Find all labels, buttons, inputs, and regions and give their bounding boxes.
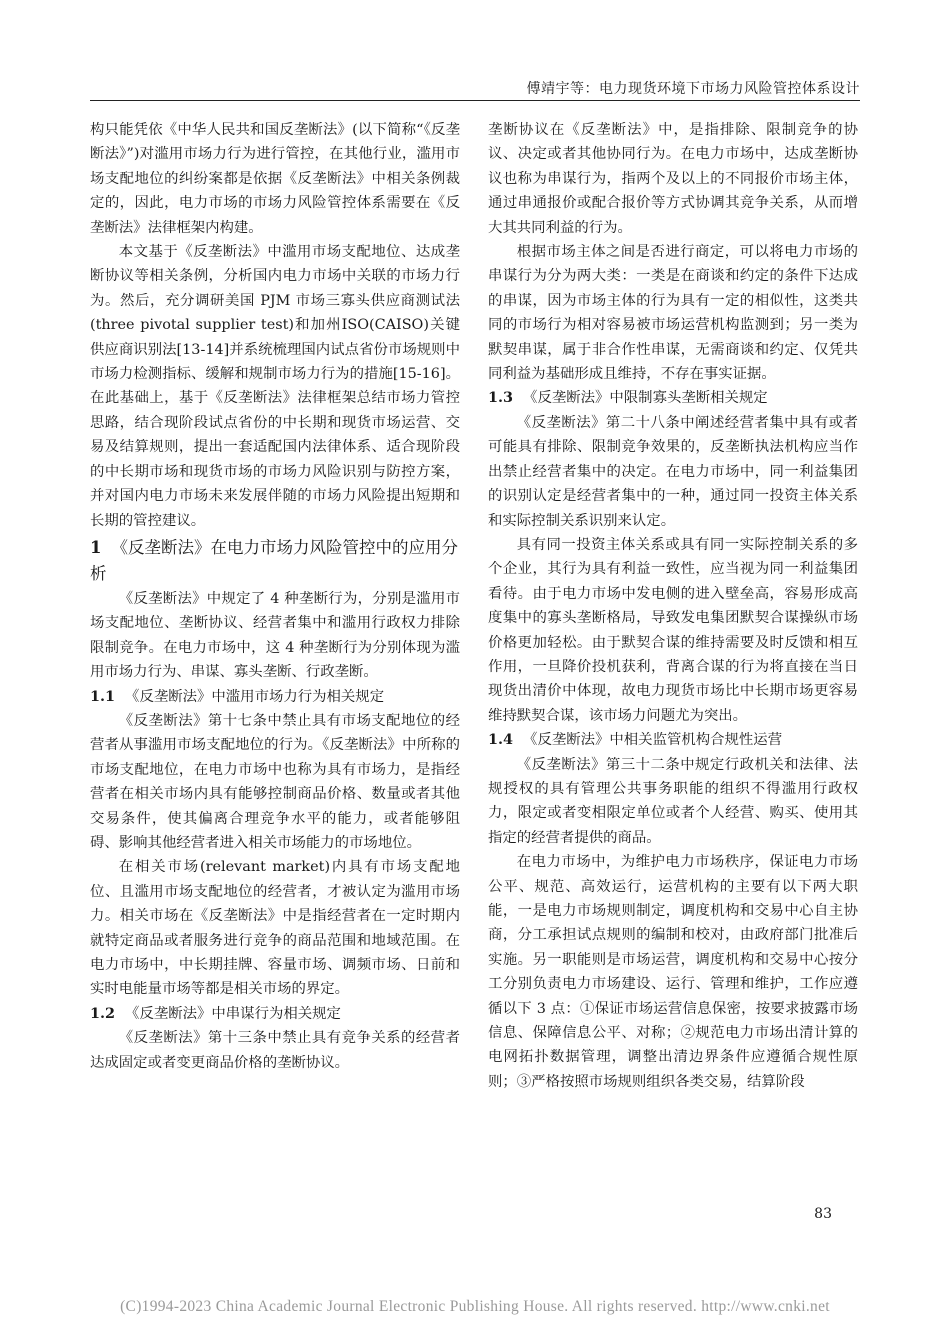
- heading-text: 《反垄断法》中滥用市场力行为相关规定: [125, 688, 385, 705]
- right-column: [488, 118, 858, 1094]
- heading-number: 1: [90, 537, 102, 557]
- subsection-heading: [488, 386, 858, 410]
- paragraph: 《反垄断法》中规定了 4 种垄断行为，分别是滥用市场支配地位、垄断协议、经营者集中和滥用行政权力排除限制竞争。在电力市场中，这 4 种垄断行为分别体现为滥用市场力行为、串谋、寡头垄断、行政垄断。: [90, 590, 460, 681]
- subsection-heading: [90, 685, 460, 709]
- paragraph: 《反垄断法》第十七条中禁止具有市场支配地位的经营者从事滥用市场支配地位的行为。《反垄断法》中所称的市场支配地位，在电力市场中也称为具有市场力，是指经营者在相关市场内具有能够控制商品价格、数量或者其他交易条件，使其偏离合理竞争水平的能力，或者能够阻碍、影响其他经营者进入相关市场能力的市场地位。: [90, 712, 460, 851]
- heading-number: 1.1: [90, 687, 116, 705]
- paragraph: 在电力市场中，为维护电力市场秩序，保证电力市场公平、规范、高效运行，运营机构的主要有以下两大职能，一是电力市场规则制定，调度机构和交易中心自主协商，分工承担试点规则的编制和校对，由政府部门批准后实施。另一职能则是市场运营，调度机构和交易中心按分工分别负责电力市场建设、运行、管理和维护，工作应遵循以下 3 点：①保证市场运营信息保密，按要求披露市场信息、保障信息公平、对称；②规范电力市场出清计算的电网拓扑数据管理，调整出清边界条件应遵循合规性原则；③严格按照市场规则组织各类交易，结算阶段: [488, 854, 858, 1090]
- heading-text: 《反垄断法》中相关监管机构合规性运营: [523, 732, 783, 749]
- paragraph: 构只能凭依《中华人民共和国反垄断法》(以下简称“《反垄断法》”)对滥用市场力行为进行管控，在其他行业，滥用市场支配地位的纠纷案都是依据《反垄断法》中相关条例裁定的，因此，电力市场的市场力风险管控体系需要在《反垄断法》法律框架内构建。: [90, 122, 460, 236]
- paragraph: 具有同一投资主体关系或具有同一实际控制关系的多个企业，其行为具有利益一致性，应当视为同一利益集团看待。由于电力市场中发电侧的进入壁垒高，容易形成高度集中的寡头垄断格局，导致发电集团默契合谋操纵市场价格更加轻松。由于默契合谋的维持需要及时反馈和相互作用，一旦降价投机获利，背离合谋的行为将直接在当日现货出清价中体现，故电力现货市场比中长期市场更容易维持默契合谋，该市场力问题尤为突出。: [488, 536, 858, 724]
- section-heading: [90, 535, 460, 587]
- heading-text: 《反垄断法》在电力市场力风险管控中的应用分析: [90, 537, 458, 583]
- heading-number: 1.4: [488, 731, 514, 749]
- heading-number: 1.2: [90, 1004, 116, 1022]
- page-number: 83: [814, 1206, 832, 1222]
- heading-text: 《反垄断法》中限制寡头垄断相关规定: [523, 390, 768, 407]
- paragraph: 垄断协议在《反垄断法》中，是指排除、限制竞争的协议、决定或者其他协同行为。在电力市场中，达成垄断协议也称为串谋行为，指两个及以上的不同报价市场主体，通过串通报价或配合报价等方式协调其竞争关系，从而增大其共同利益的行为。: [488, 122, 858, 236]
- paragraph: 在相关市场(relevant market)内具有市场支配地位、且滥用市场支配地位的经营者，才被认定为滥用市场力。相关市场在《反垄断法》中是指经营者在一定时期内就特定商品或者服务进行竞争的商品范围和地域范围。在电力市场中，中长期挂牌、容量市场、调频市场、日前和实时电能量市场等都是相关市场的界定。: [90, 859, 460, 998]
- paragraph: 根据市场主体之间是否进行商定，可以将电力市场的串谋行为分为两大类：一类是在商谈和约定的条件下达成的串谋，因为市场主体的行为具有一定的相似性，这类共同的市场行为相对容易被市场运营机构监测到；另一类为默契串谋，属于非合作性串谋，无需商谈和约定、仅凭共同利益为基础形成且维持，不存在事实证据。: [488, 244, 858, 383]
- paragraph: 《反垄断法》第三十二条中规定行政机关和法律、法规授权的具有管理公共事务职能的组织不得滥用行政权力，限定或者变相限定单位或者个人经营、购买、使用其指定的经营者提供的商品。: [488, 756, 858, 846]
- subsection-heading: [488, 728, 858, 752]
- heading-text: 《反垄断法》中串谋行为相关规定: [125, 1005, 341, 1022]
- copyright-footer: (C)1994-2023 China Academic Journal Electronic Publishing House. All rights reserved. http://www.cnki.net: [120, 1298, 830, 1315]
- heading-number: 1.3: [488, 389, 514, 407]
- paragraph: 《反垄断法》第二十八条中阐述经营者集中具有或者可能具有排除、限制竞争效果的，反垄断执法机构应当作出禁止经营者集中的决定。在电力市场中，同一利益集团的识别认定是经营者集中的一种，通过同一投资主体关系和实际控制关系识别来认定。: [488, 414, 858, 529]
- paragraph: 《反垄断法》第十三条中禁止具有竞争关系的经营者达成固定或者变更商品价格的垄断协议。: [90, 1030, 460, 1071]
- subsection-heading: [90, 1002, 460, 1026]
- header-rule: [90, 100, 860, 101]
- paragraph: 本文基于《反垄断法》中滥用市场支配地位、达成垄断协议等相关条例，分析国内电力市场中关联的市场力行为。然后，充分调研美国 PJM 市场三寡头供应商测试法(three pivotal supplier test)和加州ISO(CAISO)关键供应商识别法[13-14]并系统梳理国内试点省份市场规则中市场力检测指标、缓解和规制市场力行为的措施[15-16]。在此基础上，基于《反垄断法》法律框架总结市场力管控思路，结合现阶段试点省份的中长期和现货市场运营、交易及结算规则，提出一套适配国内法律体系、适合现阶段的中长期市场和现货市场的市场力风险识别与防控方案，并对国内电力市场未来发展伴随的市场力风险提出短期和长期的管控建议。: [90, 244, 460, 529]
- running-header: 傅靖宇等：电力现货环境下市场力风险管控体系设计: [526, 81, 860, 97]
- left-column: [90, 118, 460, 1075]
